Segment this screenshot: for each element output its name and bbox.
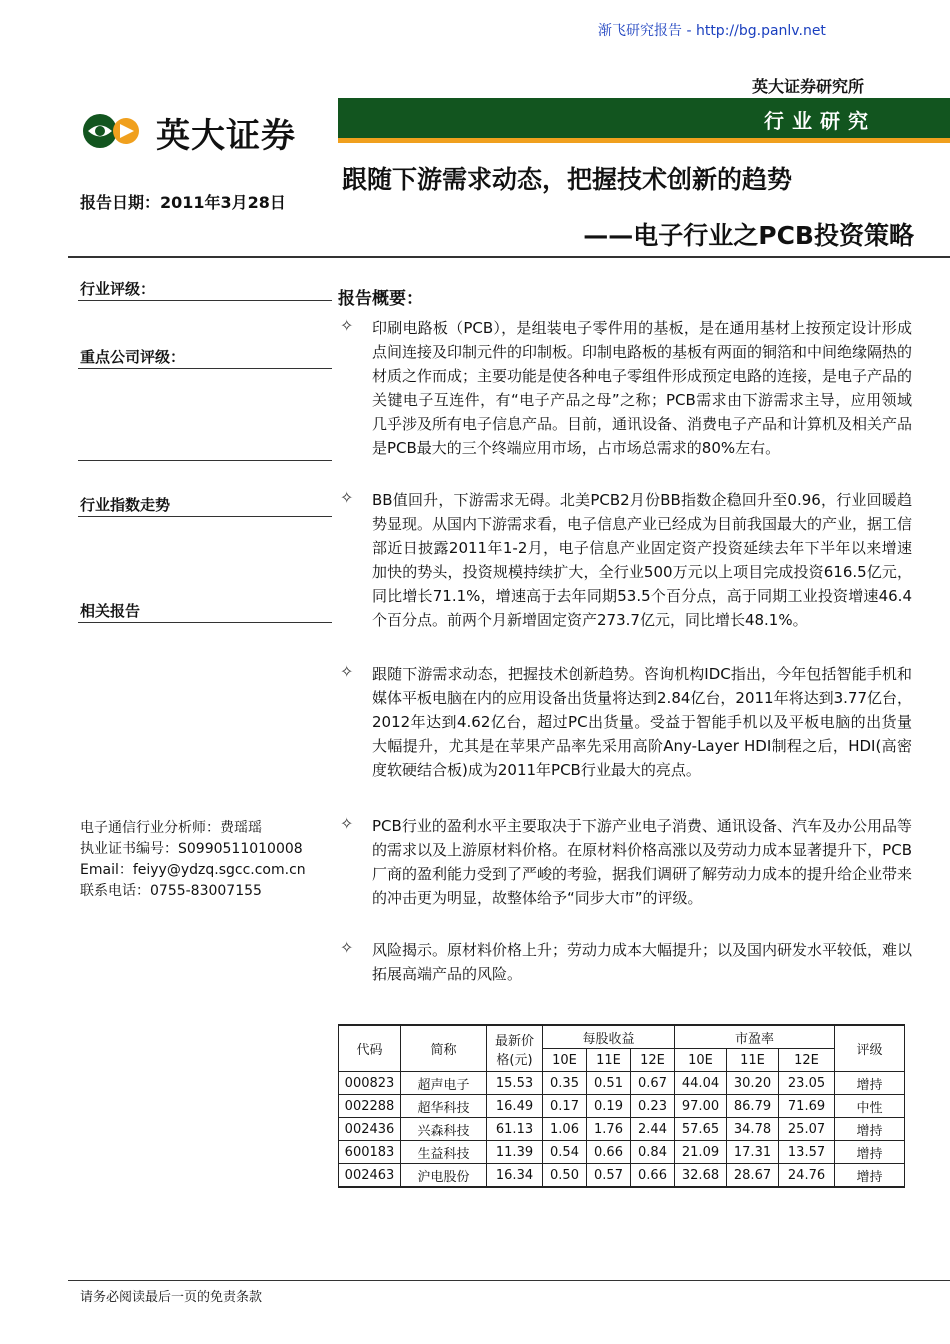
cell-price: 61.13 <box>487 1118 543 1141</box>
table-row <box>339 1118 905 1141</box>
cell-price: 16.49 <box>487 1095 543 1118</box>
cell-pe: 25.07 <box>779 1118 835 1141</box>
paragraph-text: 跟随下游需求动态，把握技术创新趋势。咨询机构IDC指出，今年包括智能手机和媒体平板电脑在内的应用设备出货量将达到2.84亿台，2011年将达到3.77亿台，2012年达到4.62亿台，超过PC出货量。受益于智能手机以及平板电脑的出货量大幅提升，尤其是在苹果产品率先采用高阶Any-Layer HDI制程之后，HDI(高密度软硬结合板)成为2011年PCB行业最大的亮点。 <box>372 665 912 779</box>
sidebar-divider <box>78 300 332 301</box>
cell-eps: 0.84 <box>631 1141 675 1164</box>
cell-code: 002436 <box>339 1118 401 1141</box>
cell-pe: 28.67 <box>727 1164 779 1188</box>
cell-rating: 增持 <box>835 1141 905 1164</box>
sidebar-divider <box>78 368 332 369</box>
paragraph-text: 风险揭示。原材料价格上升；劳动力成本大幅提升；以及国内研发水平较低，难以拓展高端产品的风险。 <box>372 941 913 983</box>
cell-pe: 97.00 <box>675 1095 727 1118</box>
footer-divider <box>68 1280 950 1281</box>
cell-name: 沪电股份 <box>401 1164 487 1188</box>
cell-rating: 增持 <box>835 1118 905 1141</box>
cell-price: 11.39 <box>487 1141 543 1164</box>
header-divider <box>68 256 950 258</box>
cell-code: 600183 <box>339 1141 401 1164</box>
cell-rating: 增持 <box>835 1072 905 1095</box>
cell-eps: 1.06 <box>543 1118 587 1141</box>
cell-eps: 0.67 <box>631 1072 675 1095</box>
cell-eps: 0.57 <box>587 1164 631 1188</box>
cell-rating: 增持 <box>835 1164 905 1188</box>
header-year: 10E <box>675 1049 727 1072</box>
sidebar-divider <box>78 460 332 461</box>
header-price-line2: 格(元) <box>496 1052 533 1068</box>
related-reports-label: 相关报告 <box>80 602 141 620</box>
sidebar-divider <box>78 516 332 517</box>
overview-paragraph <box>340 938 912 986</box>
report-date: 报告日期：2011年3月28日 <box>80 193 286 212</box>
overview-paragraph <box>340 316 912 460</box>
header-name: 简称 <box>401 1025 487 1072</box>
cell-eps: 1.76 <box>587 1118 631 1141</box>
cell-name: 超华科技 <box>401 1095 487 1118</box>
banner-label: 行业研究 <box>764 109 876 133</box>
header-price-line1: 最新价 <box>494 1033 534 1049</box>
cell-pe: 24.76 <box>779 1164 835 1188</box>
watermark-link[interactable]: 渐飞研究报告 - http://bg.panlv.net <box>598 23 826 39</box>
analyst-phone: 联系电话：0755-83007155 <box>80 883 262 899</box>
cell-name: 超声电子 <box>401 1072 487 1095</box>
overview-heading: 报告概要： <box>338 289 423 309</box>
cell-pe: 57.65 <box>675 1118 727 1141</box>
cell-eps: 0.66 <box>587 1141 631 1164</box>
report-title: 跟随下游需求动态，把握技术创新的趋势 <box>342 165 793 194</box>
cell-eps: 0.19 <box>587 1095 631 1118</box>
report-subtitle: ——电子行业之PCB投资策略 <box>583 221 914 250</box>
section-banner <box>338 98 950 143</box>
stock-table <box>338 1024 904 1188</box>
cell-pe: 86.79 <box>727 1095 779 1118</box>
header-pe: 市盈率 <box>675 1025 835 1049</box>
cell-pe: 44.04 <box>675 1072 727 1095</box>
diamond-star-icon: ✧ <box>340 488 354 507</box>
cell-pe: 32.68 <box>675 1164 727 1188</box>
cell-price: 15.53 <box>487 1072 543 1095</box>
analyst-email[interactable]: Email：feiyy@ydzq.sgcc.com.cn <box>80 862 306 878</box>
cell-eps: 0.51 <box>587 1072 631 1095</box>
cell-code: 002288 <box>339 1095 401 1118</box>
cell-code: 000823 <box>339 1072 401 1095</box>
cell-pe: 17.31 <box>727 1141 779 1164</box>
overview-paragraph <box>340 662 912 782</box>
header-price <box>487 1025 543 1072</box>
sidebar-divider <box>78 622 332 623</box>
cell-name: 生益科技 <box>401 1141 487 1164</box>
cell-price: 16.34 <box>487 1164 543 1188</box>
logo-emblem-icon <box>78 106 150 156</box>
paragraph-text: PCB行业的盈利水平主要取决于下游产业电子消费、通讯设备、汽车及办公用品等的需求以及上游原材料价格。在原材料价格高涨以及劳动力成本显著提升下，PCB厂商的盈利能力受到了严峻的考验，据我们调研了解劳动力成本的提升给企业带来的冲击更为明显，故整体给予“同步大市”的评级。 <box>372 817 913 907</box>
industry-rating-label: 行业评级： <box>80 280 156 298</box>
cell-pe: 23.05 <box>779 1072 835 1095</box>
header-code: 代码 <box>339 1025 401 1072</box>
analyst-info <box>80 818 306 902</box>
overview-paragraph <box>340 488 912 632</box>
cell-pe: 21.09 <box>675 1141 727 1164</box>
paragraph-text: 印刷电路板（PCB），是组装电子零件用的基板，是在通用基材上按预定设计形成点间连接及印制元件的印制板。印制电路板的基板有两面的铜箔和中间绝缘隔热的材质之作而成；主要功能是使各种电子零组件形成预定电路的连接，是电子产品的关键电子互连件，有“电子产品之母”之称；PCB需求由下游需求主导，应用领域几乎涉及所有电子信息产品。目前，通讯设备、消费电子产品和计算机及相关产品是PCB最大的三个终端应用市场，占市场总需求的80%左右。 <box>372 319 913 457</box>
diamond-star-icon: ✧ <box>340 938 354 957</box>
cell-code: 002463 <box>339 1164 401 1188</box>
cell-eps: 0.54 <box>543 1141 587 1164</box>
analyst-license: 执业证书编号：S0990511010008 <box>80 841 303 857</box>
cell-eps: 0.23 <box>631 1095 675 1118</box>
analyst-name: 电子通信行业分析师：费瑶瑶 <box>80 820 262 836</box>
cell-eps: 0.35 <box>543 1072 587 1095</box>
institute-name: 英大证券研究所 <box>752 77 865 96</box>
paragraph-text: BB值回升，下游需求无碍。北美PCB2月份BB指数企稳回升至0.96，行业回暖趋势显现。从国内下游需求看，电子信息产业已经成为目前我国最大的产业，据工信部近日披露2011年1-2月，电子信息产业固定资产投资延续去年下半年以来增速加快的势头，投资规模持续扩大，全行业500万元以上项目完成投资616.5亿元，同比增长71.1%，增速高于去年同期53.5个百分点，高于同期工业投资增速46.4个百分点。前两个月新增固定资产273.7亿元，同比增长48.1%。 <box>372 491 913 629</box>
cell-pe: 13.57 <box>779 1141 835 1164</box>
overview-paragraph <box>340 814 912 910</box>
index-trend-label: 行业指数走势 <box>80 496 171 514</box>
cell-eps: 0.17 <box>543 1095 587 1118</box>
logo-text: 英大证券 <box>156 116 296 156</box>
header-rating: 评级 <box>835 1025 905 1072</box>
cell-eps: 0.50 <box>543 1164 587 1188</box>
table-row <box>339 1141 905 1164</box>
header-year: 11E <box>587 1049 631 1072</box>
table-row <box>339 1095 905 1118</box>
cell-eps: 0.66 <box>631 1164 675 1188</box>
cell-rating: 中性 <box>835 1095 905 1118</box>
diamond-star-icon: ✧ <box>340 316 354 335</box>
diamond-star-icon: ✧ <box>340 814 354 833</box>
diamond-star-icon: ✧ <box>340 662 354 681</box>
disclaimer-note: 请务必阅读最后一页的免责条款 <box>80 1290 263 1305</box>
header-year: 12E <box>779 1049 835 1072</box>
header-eps: 每股收益 <box>543 1025 675 1049</box>
company-rating-label: 重点公司评级： <box>80 348 186 366</box>
table-row <box>339 1164 905 1188</box>
cell-pe: 30.20 <box>727 1072 779 1095</box>
cell-pe: 34.78 <box>727 1118 779 1141</box>
cell-pe: 71.69 <box>779 1095 835 1118</box>
header-year: 10E <box>543 1049 587 1072</box>
header-year: 12E <box>631 1049 675 1072</box>
cell-name: 兴森科技 <box>401 1118 487 1141</box>
table-row <box>339 1072 905 1095</box>
cell-eps: 2.44 <box>631 1118 675 1141</box>
header-year: 11E <box>727 1049 779 1072</box>
